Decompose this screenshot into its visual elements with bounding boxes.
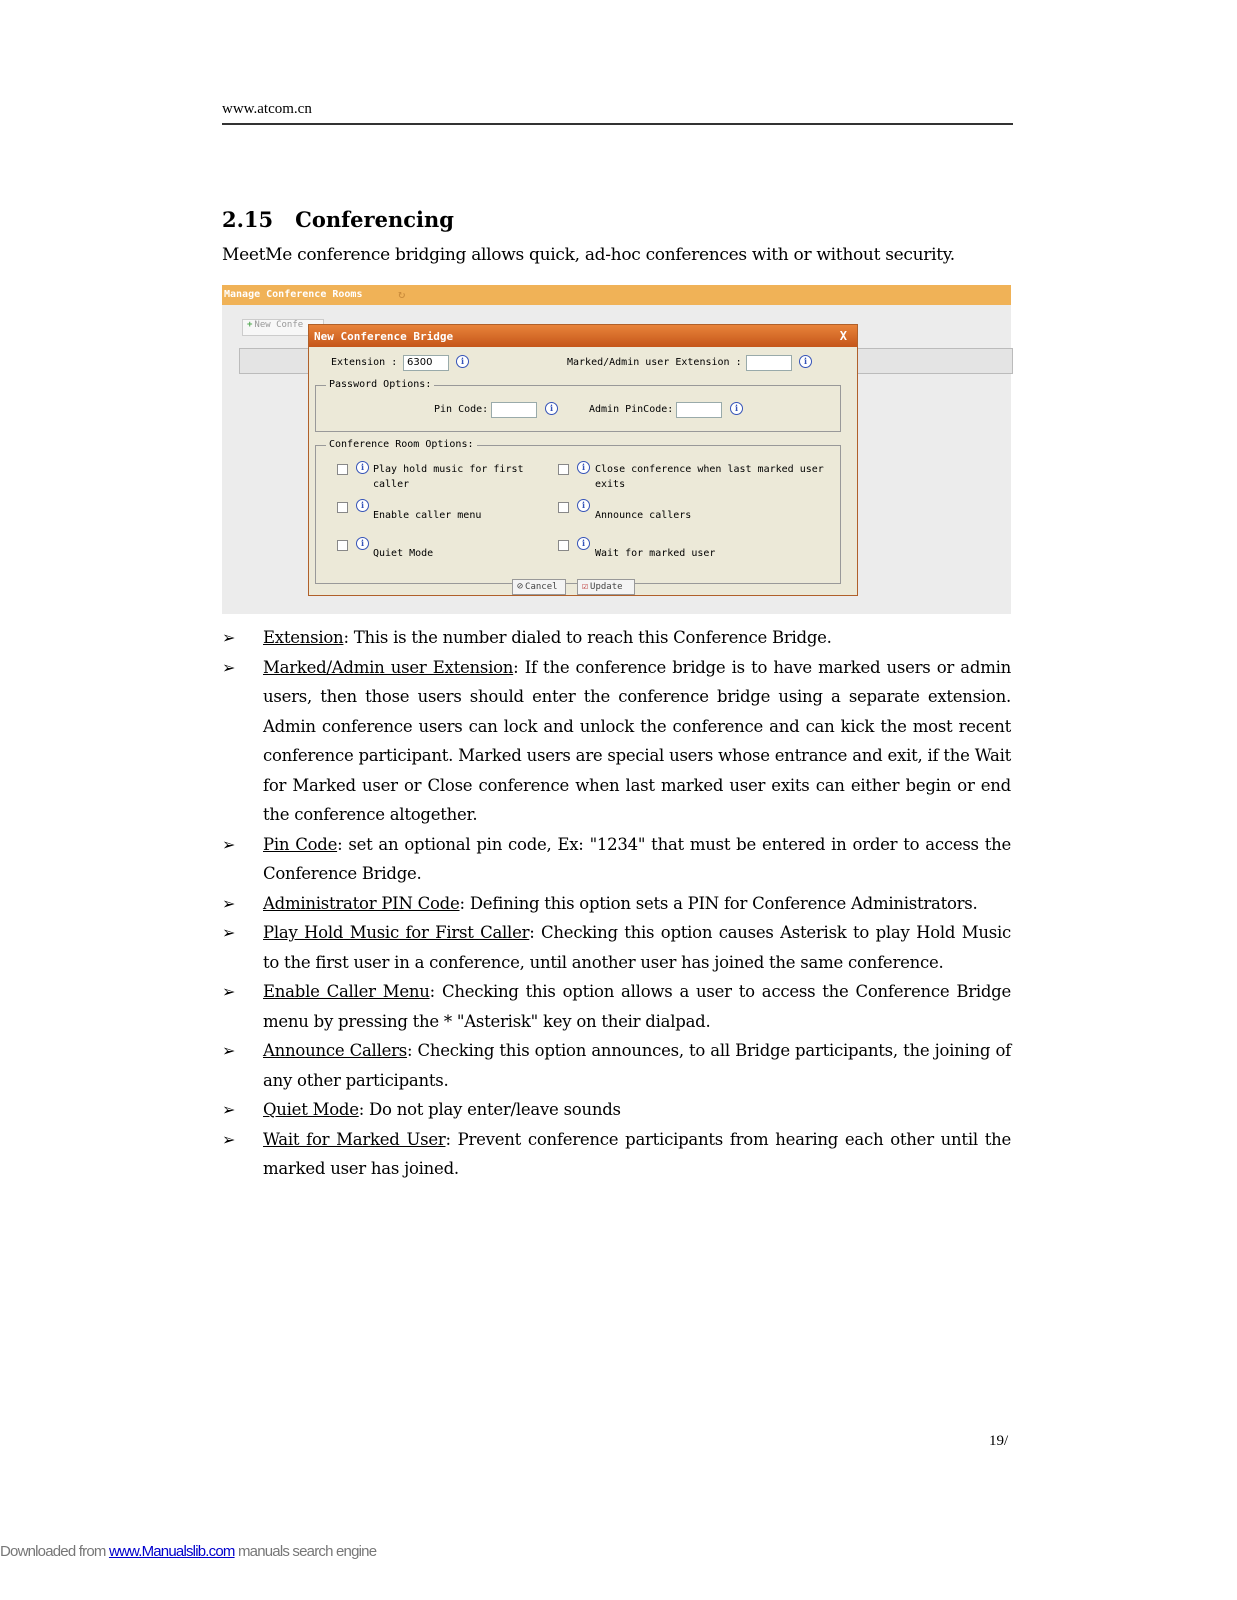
wait-marked-checkbox[interactable] (558, 540, 569, 551)
header-url: www.atcom.cn (222, 101, 312, 117)
term: Wait for Marked User (263, 1129, 446, 1149)
dialog-title: New Conference Bridge (314, 330, 454, 343)
intro-paragraph: MeetMe conference bridging allows quick, ad-hoc conferences with or without security. (222, 245, 955, 265)
list-item: ➢ Wait for Marked User: Prevent conference participants from hearing each other until the marked user has joined. (222, 1125, 1011, 1184)
bullet-arrow-icon: ➢ (222, 657, 236, 677)
term: Administrator PIN Code (263, 893, 460, 913)
term: Announce Callers (263, 1041, 407, 1060)
manualslib-link[interactable]: www.Manualslib.com (108, 1543, 235, 1560)
info-icon[interactable]: i (577, 461, 590, 474)
list-item: ➢ Pin Code: set an optional pin code, Ex: "1234" that must be entered in order to access the Conference Bridge. (222, 830, 1011, 889)
list-item: ➢ Quiet Mode: Do not play enter/leave sounds (222, 1095, 1011, 1125)
bullet-arrow-icon: ➢ (222, 1041, 236, 1060)
footer-prefix: Downloaded from (0, 1543, 109, 1560)
section-heading (222, 207, 454, 232)
cancel-button[interactable]: ⊘ Cancel (512, 579, 566, 595)
hold-music-checkbox[interactable] (337, 464, 348, 475)
term: Marked/Admin user Extension (263, 657, 514, 677)
password-options-group (315, 385, 841, 432)
bullet-arrow-icon: ➢ (222, 1100, 236, 1119)
page-number: 19/ (989, 1433, 1009, 1449)
footer (0, 1543, 376, 1560)
update-button[interactable]: ☑ Update (577, 579, 635, 595)
room-options-legend: Conference Room Options: (326, 439, 477, 450)
info-icon[interactable]: i (577, 499, 590, 512)
bullet-arrow-icon: ➢ (222, 923, 236, 942)
extension-input[interactable]: 6300 (403, 355, 449, 371)
quiet-mode-checkbox[interactable] (337, 540, 348, 551)
bullet-arrow-icon: ➢ (222, 982, 236, 1001)
manage-rooms-title: Manage Conference Rooms (224, 289, 363, 300)
check-icon: ☑ (582, 581, 589, 592)
term: Quiet Mode (263, 1100, 359, 1119)
plus-icon: + (247, 320, 253, 330)
new-conference-dialog (308, 324, 858, 596)
info-icon[interactable]: i (356, 537, 369, 550)
admin-pin-label: Admin PinCode: (589, 404, 674, 415)
bullet-arrow-icon: ➢ (222, 834, 236, 854)
close-button[interactable]: X (839, 329, 847, 343)
extension-label: Extension : (331, 357, 398, 368)
manage-rooms-bar (222, 285, 1011, 305)
dialog-titlebar (309, 325, 857, 347)
password-options-legend: Password Options: (326, 379, 434, 390)
refresh-icon[interactable]: ↻ (398, 287, 406, 301)
section-title: Conferencing (295, 207, 454, 232)
list-item: ➢ Administrator PIN Code: Defining this option sets a PIN for Conference Administrators. (222, 889, 1011, 919)
info-icon[interactable]: i (577, 537, 590, 550)
hold-music-option: Play hold music for first caller (373, 464, 524, 490)
bullet-arrow-icon: ➢ (222, 1129, 236, 1149)
marked-extension-label: Marked/Admin user Extension : (567, 357, 742, 368)
list-item: ➢ Enable Caller Menu: Checking this option allows a user to access the Conference Bridge menu by pressing the * "Asterisk" key on their dialpad. (222, 977, 1011, 1036)
info-icon[interactable]: i (356, 499, 369, 512)
term: Enable Caller Menu (263, 982, 430, 1001)
info-icon[interactable]: i (799, 355, 812, 368)
definitions-list (222, 623, 1011, 1184)
list-item: ➢ Announce Callers: Checking this option announces, to all Bridge participants, the joining of any other participants. (222, 1036, 1011, 1095)
new-conference-label: New Confe (254, 320, 304, 330)
list-item: ➢ Play Hold Music for First Caller: Checking this option causes Asterisk to play Hold Music to the first user in a conference, until another user has joined the same conference. (222, 918, 1011, 977)
admin-pin-input[interactable] (676, 402, 722, 418)
info-icon[interactable]: i (456, 355, 469, 368)
section-number: 2.15 (222, 207, 274, 232)
bullet-arrow-icon: ➢ (222, 628, 236, 647)
caller-menu-checkbox[interactable] (337, 502, 348, 513)
term: Extension (263, 628, 344, 647)
announce-callers-checkbox[interactable] (558, 502, 569, 513)
term: Play Hold Music for First Caller (263, 923, 530, 942)
list-item: ➢ Marked/Admin user Extension: If the conference bridge is to have marked users or admin users, then those users should enter the conference bridge using a separate extension. Admin conference users can lock and unlock the conference and can kick the most recent conference participant. Marked users are special users whose entrance and exit, if the Wait for Marked user or Close conference when last marked user exits can either begin or end the conference altogether. (222, 653, 1011, 830)
quiet-mode-option: Quiet Mode (373, 548, 434, 559)
close-conference-option: Close conference when last marked user exits (595, 464, 824, 490)
wait-marked-option: Wait for marked user (595, 548, 716, 559)
list-item: ➢ Extension: This is the number dialed to reach this Conference Bridge. (222, 623, 1011, 653)
footer-suffix: manuals search engine (234, 1543, 377, 1560)
marked-extension-input[interactable] (746, 355, 792, 371)
caller-menu-option: Enable caller menu (373, 510, 482, 521)
cancel-icon: ⊘ (517, 581, 524, 592)
info-icon[interactable]: i (545, 402, 558, 415)
pin-code-input[interactable] (491, 402, 537, 418)
announce-callers-option: Announce callers (595, 510, 692, 521)
term: Pin Code (263, 834, 338, 854)
header-divider (222, 123, 1013, 125)
info-icon[interactable]: i (730, 402, 743, 415)
close-conference-checkbox[interactable] (558, 464, 569, 475)
pin-code-label: Pin Code: (434, 404, 489, 415)
bullet-arrow-icon: ➢ (222, 893, 236, 913)
conference-screenshot (222, 285, 1011, 614)
info-icon[interactable]: i (356, 461, 369, 474)
